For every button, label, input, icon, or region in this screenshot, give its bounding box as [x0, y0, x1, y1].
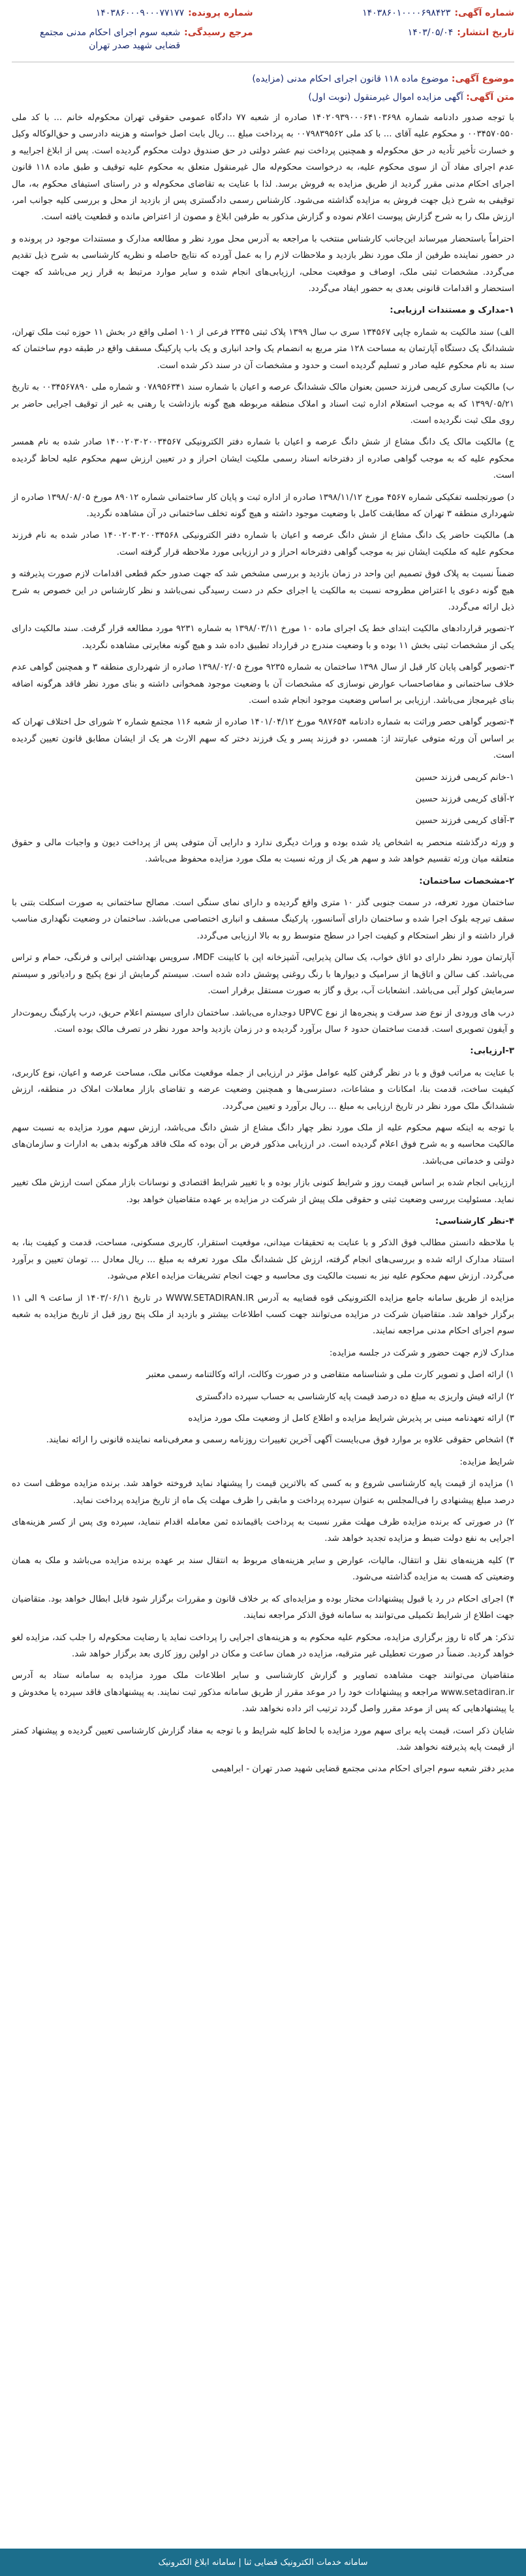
page-footer: [0, 2549, 526, 2576]
body-paragraph: آپارتمان مورد نظر دارای دو اتاق خواب، یک سالن پذیرایی، آشپزخانه اپن با کابینت MDF، سرویس بهداشتی ایرانی و فرنگی، حمام و تراس می‌باشد. کف سالن و اتاق‌ها از سرامیک و دیوارها با رنگ روغنی پوشش داده شده است. سیستم گرمایش از نوع پکیج و رادیاتور و سیستم سرمایش کولر آبی می‌باشد. انشعابات آب، برق و گاز به صورت مستقل برقرار است.: [12, 953, 514, 997]
body-paragraph: ۱) مزایده از قیمت پایه کارشناسی شروع و به کسی که بالاترین قیمت را پیشنهاد نماید فروخته خواهد شد. برنده مزایده موظف است ده درصد مبلغ پیشنهادی را فی‌المجلس به عنوان سپرده پرداخت و مابقی را ظرف مهلت یک ماه از تاریخ مزایده پرداخت نماید.: [12, 1479, 514, 1506]
body-paragraph: الف) سند مالکیت به شماره چاپی ۱۳۴۵۶۷ سری ب سال ۱۳۹۹ پلاک ثبتی ۲۳۴۵ فرعی از ۱۰۱ اصلی واقع در بخش ۱۱ حوزه ثبت ملک تهران، ششدانگ یک دستگاه آپارتمان به مساحت ۱۲۸ متر مربع به انضمام یک واحد انباری و یک باب پارکینگ مسقف واقع در طبقه دوم ساختمان که سند به نام محکوم علیه صادر و تسلیم گردیده است و حدود و مشخصات آن در سند ذکر شده است.: [12, 327, 515, 371]
footer-text: سامانه خدمات الکترونیک قضایی ثنا | سامانه ابلاغ الکترونیک: [158, 2557, 368, 2568]
header-left-column: [12, 7, 253, 61]
body-paragraph: درب های ورودی از نوع ضد سرقت و پنجره‌ها از نوع UPVC دوجداره می‌باشد. ساختمان دارای سیستم اعلام حریق، درب پارکینگ ریموت‌دار و آیفون تصویری است. قدمت ساختمان حدود ۶ سال برآورد گردیده و در زمان بازدید واحد مورد نظر در تصرف مالک بوده است.: [12, 1008, 514, 1034]
body-paragraph: ۴) اشخاص حقوقی علاوه بر موارد فوق می‌بایست آگهی آخرین تغییرات روزنامه رسمی و معرفی‌نامه نماینده قانونی را ارائه نمایند.: [46, 1435, 514, 1446]
subject-label: موضوع آگهی:: [451, 74, 514, 84]
body-paragraph: با عنایت به مراتب فوق و با در نظر گرفتن کلیه عوامل مؤثر در ارزیابی از جمله موقعیت مکانی ملک، مساحت عرصه و اعیان، نوع کاربری، کیفیت ساخت، قدمت بنا، امکانات و مشاعات، دسترسی‌ها و همچنین وضعیت عرضه و تقاضای بازار معاملات املاک در منطقه، ارزش ششدانگ ملک مورد نظر در تاریخ ارزیابی به مبلغ ... ریال برآورد و تعیین می‌گردد.: [12, 1068, 514, 1111]
section-heading: ۴-نظر کارشناسی:: [435, 1216, 514, 1226]
subject-value: موضوع ماده ۱۱۸ قانون اجرای احکام مدنی (مزایده): [252, 74, 449, 84]
section-heading: ۲-مشخصات ساختمان:: [419, 876, 514, 886]
notice-number-row: [273, 7, 514, 20]
body-paragraph: ۳-آقای کریمی فرزند حسین: [415, 816, 514, 826]
body-paragraph: ۳-تصویر گواهی پایان کار قبل از سال ۱۳۹۸ ساختمان به شماره ۹۲۳۵ مورخ ۱۳۹۸/۰۲/۰۵ صادره از شهرداری منطقه ۳ و همچنین گواهی عدم خلاف ساختمانی و مفاصاحساب عوارض نوسازی که مشخصات آن با وضعیت موجود همخوانی داشته و بنای مورد نظر فاقد هرگونه اضافه بنای غیرمجاز می‌باشد. ارزیابی بر اساس وضعیت موجود انجام شده است.: [12, 662, 515, 706]
body-paragraph: ۳) کلیه هزینه‌های نقل و انتقال، مالیات، عوارض و سایر هزینه‌های مربوط به انتقال سند بر عهده برنده مزایده می‌باشد و ملک به همان وضعیتی که هست به مزایده گذاشته می‌شود.: [12, 1555, 514, 1583]
body-paragraph: شایان ذکر است، قیمت پایه برای سهم مورد مزایده با لحاظ کلیه شرایط و با توجه به مفاد گزارش کارشناسی تعیین گردیده و پیشنهاد کمتر از قیمت پایه پذیرفته نخواهد شد.: [12, 1726, 514, 1752]
body-paragraph: متقاضیان می‌توانند جهت مشاهده تصاویر و گزارش کارشناسی و سایر اطلاعات ملک مورد مزایده به سامانه ستاد به آدرس www.setadiran.ir مراجعه و پیشنهادات خود را در موعد مقرر از طریق سامانه مذکور ثبت نمایند. به پیشنهادهای فاقد سپرده یا مخدوش و یا پیشنهادهایی که پس از موعد مقرر واصل گردد ترتیب اثر داده نخواهد شد.: [12, 1671, 514, 1715]
notice-subject: [12, 72, 514, 86]
body-paragraph: مدیر دفتر شعبه سوم اجرای احکام مدنی مجتمع قضایی شهید صدر تهران - ابراهیمی: [211, 1764, 514, 1775]
case-number-label: شماره پرونده:: [188, 8, 253, 18]
issuer-label: مرجع رسیدگی:: [184, 27, 253, 38]
publish-date-label: تاریخ انتشار:: [457, 27, 514, 38]
body-paragraph: ۱) ارائه اصل و تصویر کارت ملی و شناسنامه متقاضی و در صورت وکالت، ارائه وکالتنامه رسمی معتبر: [146, 1370, 514, 1380]
body-paragraph: احتراماً باستحضار میرساند این‌جانب کارشناس منتخب با مراجعه به آدرس محل مورد نظر و مطالعه مدارک و مستندات موجود در پرونده و در حضور نماینده طرفین از ملک مورد نظر بازدید و ملاحظات لازم را به عمل آورده که نتایج حاصله و نظریه کارشناسی به شرح ذیل تقدیم می‌گردد. مشخصات ثبتی ملک، اوصاف و موقعیت محلی، ارزیابی‌های انجام شده و سایر موارد مرتبط به قرار زیر می‌باشد که جهت استحضار و اقدامات قانونی بعدی به حضور ایفاد می‌گردد.: [12, 234, 514, 294]
body-paragraph: ۲-تصویر قراردادهای مالکیت ابتدای خط یک اجرای ماده ۱۰ مورخ ۱۳۹۸/۰۳/۱۱ به شماره ۹۲۳۱ مورد مطالعه قرار گرفت. سند مالکیت دارای یکی از مشخصات ثبتی بخش ۱۱ بوده و با وضعیت مندرج در قرارداد تطبیق داده شد و هیچ گونه مغایرتی مشاهده نگردید.: [12, 624, 515, 651]
body-paragraph: ج) مالکیت مالک یک دانگ مشاع از شش دانگ عرصه و اعیان با شماره دفتر الکترونیکی ۱۴۰۰۲۰۳۰۲۰۰۳۴۵۶۷ صادر شده به نام همسر محکوم علیه که به موجب گواهی صادره از دفترخانه اسناد رسمی ملکیت ایشان احراز و در تعیین ارزش سهم محکوم علیه لحاظ گردیده است.: [12, 437, 514, 481]
body-paragraph: ارزیابی انجام شده بر اساس قیمت روز و شرایط کنونی بازار بوده و با تغییر شرایط اقتصادی و نوسانات بازار ممکن است ارزش ملک تغییر نماید. مسئولیت بررسی وضعیت ثبتی و حقوقی ملک پیش از شرکت در مزایده بر عهده متقاضیان خواهد بود.: [12, 1178, 514, 1205]
body-paragraph: ب) مالکیت ساری کریمی فرزند حسین بعنوان مالک ششدانگ عرصه و اعیان با شماره سند ۰۷۸۹۵۶۳۴۱ و شماره ملی ۰۰۳۴۵۶۷۸۹۰ به تاریخ ۱۳۹۹/۰۵/۲۱ که به موجب استعلام اداره ثبت اسناد و املاک منطقه مربوطه هیچ گونه بازداشت یا رهنی به غیر از توقیف اجرایی حاضر بر روی ملک ثبت نگردیده است.: [12, 382, 514, 426]
body-paragraph: ساختمان مورد تعرفه، در سمت جنوبی گذر ۱۰ متری واقع گردیده و دارای نمای سنگی است. مصالح ساختمانی به صورت اسکلت بتنی با سقف تیرچه بلوک اجرا شده و ساختمان دارای آسانسور، پارکینگ مسقف و انباری اختصاصی می‌باشد. ساختمان در وضعیت نگهداری مناسب قرار داشته و از نظر استحکام و کیفیت اجرا در سطح متوسط رو به بالا ارزیابی می‌گردد.: [12, 898, 514, 941]
publish-date-row: [273, 26, 514, 39]
case-number-row: [12, 7, 253, 20]
notice-header: [12, 0, 514, 63]
intro-value: آگهی مزایده اموال غیرمنقول (نوبت اول): [308, 92, 463, 102]
body-paragraph: مزایده از طریق سامانه جامع مزایده الکترونیکی قوه قضاییه به آدرس WWW.SETADIRAN.IR در تاریخ ۱۴۰۳/۰۶/۱۱ از ساعت ۹ الی ۱۱ برگزار خواهد شد. متقاضیان شرکت در مزایده می‌توانند جهت کسب اطلاعات بیشتر و بازدید از ملک پنج روز قبل از تاریخ مزایده به شعبه سوم اجرای احکام مدنی مراجعه نمایند.: [12, 1293, 514, 1337]
body-paragraph: ضمناً نسبت به پلاک فوق تصمیم این واحد در زمان بازدید و بررسی مشخص شد که جهت صدور حکم قطعی اقدامات لازم صورت پذیرفته و هیچ گونه دعوی یا اعتراض مطروحه نسبت به مالکیت یا اجرای حکم در دست رسیدگی نمی‌باشد و نظر کارشناس در این خصوص به شرح ذیل ارائه می‌گردد.: [12, 569, 514, 612]
section-heading: ۱-مدارک و مستندات ارزیابی:: [390, 305, 514, 316]
publish-date-value: ۱۴۰۳/۰۵/۰۴: [407, 27, 454, 38]
body-paragraph: ۲) ارائه فیش واریزی به مبلغ ده درصد قیمت پایه کارشناسی به حساب سپرده دادگستری: [195, 1391, 514, 1402]
section-heading: ۳-ارزیابی:: [470, 1046, 514, 1057]
body-paragraph: ۲) در صورتی که برنده مزایده ظرف مهلت مقرر نسبت به پرداخت باقیمانده ثمن معامله اقدام ننماید، سپرده وی پس از کسر هزینه‌های اجرایی به نفع دولت ضبط و مزایده تجدید خواهد شد.: [12, 1517, 514, 1544]
body-paragraph: ۲-آقای کریمی فرزند حسین: [415, 794, 514, 805]
body-paragraph: ۴) اجرای احکام در رد یا قبول پیشنهادات مختار بوده و مزایده‌ای که بر خلاف قانون و مقررات برگزار شود قابل ابطال خواهد بود. متقاضیان جهت اطلاع از شرایط تکمیلی می‌توانند به سامانه فوق الذکر مراجعه نمایند.: [12, 1594, 514, 1621]
body-paragraph: با ملاحظه دانستن مطالب فوق الذکر و با عنایت به تحقیقات میدانی، موقعیت استقرار، کاربری مسکونی، مساحت، قدمت و کیفیت بنا، به استناد مدارک ارائه شده و بررسی‌های انجام گرفته، ارزش کل ششدانگ ملک مورد تعرفه به مبلغ ... ریال معادل ... تومان تعیین و برآورد می‌گردد. ارزش سهم محکوم علیه نیز به نسبت مالکیت وی محاسبه و جهت انجام تشریفات مزایده اعلام می‌شود.: [12, 1238, 514, 1282]
case-number-value: ۱۴۰۳۸۶۰۰۰۹۰۰۰۷۷۱۷۷: [95, 8, 185, 18]
body-paragraph: و ورثه درگذشته منحصر به اشخاص یاد شده بوده و وراث دیگری ندارد و دارایی آن متوفی پس از پرداخت دیون و واجبات مالی و حقوق متعلقه میان ورثه تقسیم خواهد شد و سهم هر یک از ورثه نسبت به ملک مورد مزایده محفوظ می‌باشد.: [12, 837, 514, 865]
notice-number-label: شماره آگهی:: [454, 8, 514, 18]
notice-number-value: ۱۴۰۳۸۶۰۱۰۰۰۰۶۹۸۴۲۳: [362, 8, 451, 18]
body-paragraph: ۴-تصویر گواهی حصر وراثت به شماره دادنامه ۹۸۷۶۵۴ مورخ ۱۴۰۱/۰۴/۱۲ صادره از شعبه ۱۱۶ مجتمع شماره ۲ شورای حل اختلاف تهران که بر اساس آن ورثه متوفی عبارتند از: همسر، دو فرزند پسر و یک فرزند دختر که سهم الارث هر یک از ایشان مطابق قانون تعیین گردیده است.: [12, 717, 515, 761]
issuer-value: شعبه سوم اجرای احکام مدنی مجتمع قضایی شهید صدر تهران: [40, 27, 181, 51]
body-paragraph: هـ) مالکیت حاضر یک دانگ مشاع از شش دانگ عرصه و اعیان با شماره دفتر الکترونیکی ۱۴۰۰۲۰۳۰۲۰۰۳۴۵۶۸ صادر شده به نام فرزند محکوم علیه که ملکیت ایشان نیز به موجب گواهی دفترخانه احراز و در ارزیابی مورد ملاحظه قرار گرفته است.: [12, 531, 514, 557]
notice-body: [12, 110, 514, 1778]
header-right-column: [273, 7, 514, 61]
body-paragraph: تذکر: هر گاه تا روز برگزاری مزایده، محکوم علیه محکوم به و هزینه‌های اجرایی را پرداخت نماید یا رضایت محکوم‌له را جلب کند، مزایده لغو خواهد گردید. ضمناً در صورت تعطیلی غیر مترقبه، مزایده در همان ساعت و مکان در اولین روز کاری بعد برگزار خواهد شد.: [12, 1632, 514, 1659]
body-paragraph: شرایط مزایده:: [459, 1457, 514, 1467]
notice-intro: [12, 90, 514, 104]
body-paragraph: ۳) ارائه تعهدنامه مبنی بر پذیرش شرایط مزایده و اطلاع کامل از وضعیت ملک مورد مزایده: [188, 1414, 514, 1424]
body-paragraph: ۱-خانم کریمی فرزند حسین: [415, 772, 514, 783]
issuer-row: [12, 26, 253, 52]
body-paragraph: مدارک لازم جهت حضور و شرکت در جلسه مزایده:: [329, 1348, 514, 1358]
body-paragraph: با توجه صدور دادنامه شماره ۱۴۰۲۰۹۳۹۰۰۰۶۴۱۰۳۶۹۸ صادره از شعبه ۷۷ دادگاه عمومی حقوقی تهران محکوم‌له خانم ... با کد ملی ۰۰۳۴۵۷۰۵۵۰ و محکوم علیه آقای ... با کد ملی ۰۰۷۹۸۳۹۵۶۲ به پرداخت مبلغ ... ریال بابت اصل خواسته و هزینه دادرسی و حق‌الوکاله وکیل و خسارت تأخیر تأدیه در حق محکوم‌له و همچنین پرداخت نیم عشر دولتی در حق صندوق دولت محکوم گردیده است. پس از ابلاغ اجراییه و عدم اجرای مفاد آن از سوی محکوم علیه، به درخواست محکوم‌له مال غیرمنقول متعلق به محکوم علیه توقیف و طبق ماده ۱۱۸ قانون اجرای احکام مدنی مقرر گردید از طریق مزایده به فروش برسد. لذا با عنایت به تقاضای محکوم‌له و در راستای استیفای محکوم به، مال توقیفی به شرح ذیل جهت فروش به مزایده گذاشته می‌شود. کارشناس رسمی دادگستری پس از بازدید از محل و بررسی کلیه جوانب امر، ارزش ملک را به شرح گزارش پیوست اعلام نموده و گزارش مذکور به طرفین ابلاغ و مصون از اعتراض مانده و قطعیت یافته است.: [12, 113, 514, 223]
body-paragraph: با توجه به اینکه سهم محکوم علیه از ملک مورد نظر چهار دانگ مشاع از شش دانگ می‌باشد، ارزش سهم مورد مزایده به نسبت سهم مالکیت محاسبه و به شرح فوق اعلام گردیده است. در ارزیابی مذکور فرض بر آن بوده که ملک فاقد هرگونه بدهی به ادارات و سازمان‌های دولتی و خدماتی می‌باشد.: [12, 1123, 514, 1166]
body-paragraph: د) صورتجلسه تفکیکی شماره ۴۵۶۷ مورخ ۱۳۹۸/۱۱/۱۲ صادره از اداره ثبت و پایان کار ساختمانی شماره ۸۹۰۱۲ مورخ ۱۳۹۸/۰۸/۰۵ صادره از شهرداری منطقه ۳ تهران که مطابقت کامل با وضعیت موجود داشته و هیچ گونه تخلف ساختمانی در آن مشاهده نگردید.: [12, 492, 515, 519]
intro-label: متن آگهی:: [466, 92, 514, 102]
